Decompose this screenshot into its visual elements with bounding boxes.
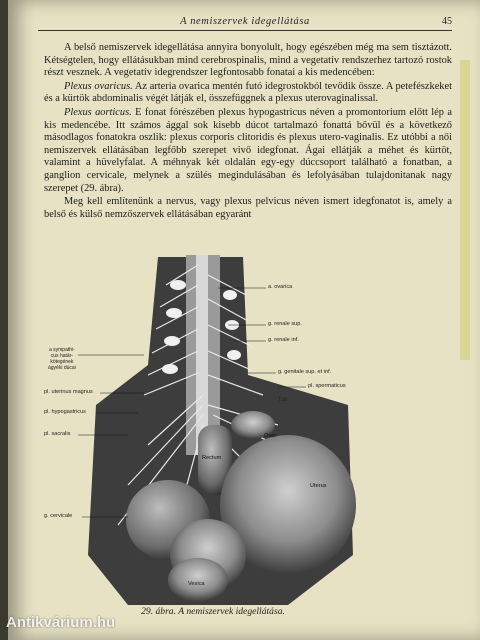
figure-caption: 29. ábra. A nemiszervek idegellátása. [141, 606, 285, 617]
label-pl-spermaticus: pl. spermaticus [308, 383, 346, 389]
paragraph-intro: A belső nemiszervek idegellátása annyira bonyolult, hogy egészében még ma sem tisztázott. Kétségtelen, hogy ellátásukban mind cerebrospinalis, mind a vegetatív rendszerhez tartozó rostok részt vesznek. A vegetatív idegrendszer legfontosabb fonatai a kis medencében: [44, 42, 452, 79]
body-text [44, 42, 452, 222]
label-g-renale-sup: g. renale sup. [268, 321, 302, 327]
label-tuba: Tub. [278, 397, 289, 403]
label-vesica: Vesica [188, 581, 205, 587]
header-title: A nemiszervek idegellátása [180, 16, 310, 27]
page-number: 45 [442, 16, 452, 27]
label-rectum: Rectum [202, 455, 222, 461]
label-pl-sacralis: pl. sacralis [44, 431, 71, 437]
watermark-logo: Antikvárium.hu [6, 614, 116, 631]
paragraph-plexus-ovaricus: Plexus ovaricus. Az arteria ovarica mentén futó idegrostokból tevődik össze. A petefészkeket és a kürtök abdominalis végét látják el, összefüggnek a plexus uterovaginalissal. [44, 80, 452, 105]
nerve-illustration [48, 255, 368, 607]
label-pl-uterinus-magnus: pl. uterinus magnus [44, 389, 93, 395]
label-uterus: Uterus [310, 483, 327, 489]
running-header [38, 14, 452, 31]
paragraph-plexus-aorticus: Plexus aorticus. E fonat fórészében plexus hypogastricus néven a promontorium előtt lép a kis medencébe. Itt számos ággal sok kisebb dúcot tartalmazó fonattá bővül és a következő másodlagos fonatokra oszlik: plexus corporis clitoridis és plexus utero-vaginalis. Ez utóbbi a női nemiszervek ellátásában legfőbb szerepet vivő idegfonat. Ágai ellátják a méhet és kürtöt, valamint a hüvelyfalat. A méhnyak két oldalán egy-egy dúccsoport található a fonatban, a ganglion cervicale, melynek a szülés megindulásában és lefolyásában tulajdonitanak nagy szerepet (29. ábra). [44, 106, 452, 194]
book-page [8, 0, 480, 640]
label-g-renale-inf: g. renale inf. [268, 337, 299, 343]
label-a-ovarica: a. ovarica [268, 284, 293, 290]
paragraph-plexus-pelvicus: Meg kell említenünk a nervus, vagy plexus pelvicus néven ismert idegfonatot is, amely a belső és külső nemzőszervek ellátásában egyaránt [44, 196, 452, 220]
label-pl-hypogastricus: pl. hypogastricus [44, 409, 86, 415]
label-sympathicus: a sympathi- cus határ- kötegének ágyéki dúcai [48, 347, 76, 371]
label-g-cervicale: g. cervicale [44, 513, 73, 519]
label-ovarium: Ovar. [264, 433, 278, 439]
page-edge-highlight [460, 60, 470, 360]
anatomical-figure [44, 255, 368, 607]
label-g-genitale: g. genitale sup. et inf. [278, 369, 332, 375]
